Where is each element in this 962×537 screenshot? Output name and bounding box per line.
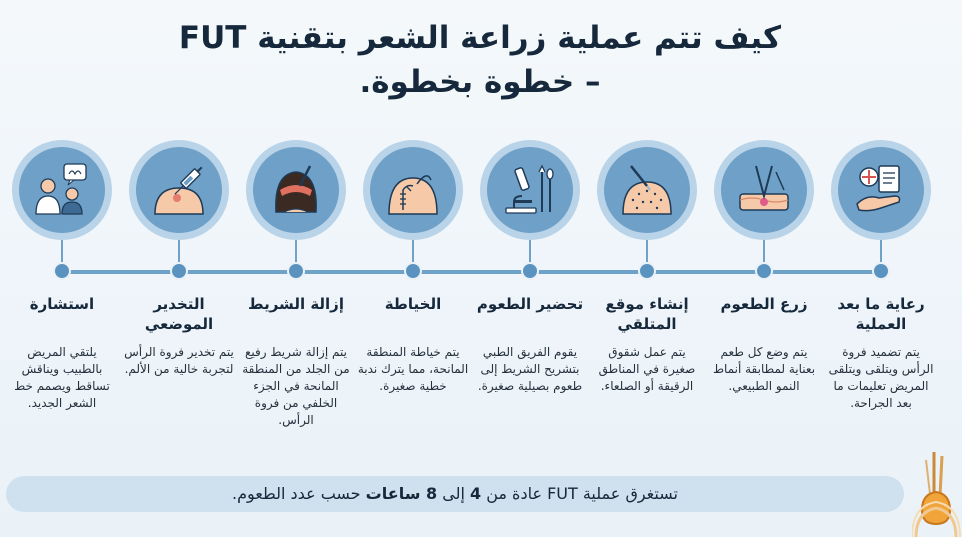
step-local-anesthesia bbox=[121, 140, 237, 460]
step-title: الخياطة bbox=[384, 295, 442, 313]
page-title-line-2: – خطوة بخطوة. bbox=[359, 64, 601, 100]
step-strip-removal bbox=[238, 140, 354, 460]
footer-prefix: تستغرق عملية FUT عادة من bbox=[486, 484, 678, 503]
step-description: يتم إزالة شريط رفيع من الجلد من المنطقة المانحة في الجزء الخلفي من فروة الرأس. bbox=[242, 345, 350, 427]
step-suturing bbox=[355, 140, 471, 460]
timeline-dot bbox=[755, 262, 773, 280]
page-title-line-1: كيف تتم عملية زراعة الشعر بتقنية FUT bbox=[178, 20, 782, 56]
step-recipient-site bbox=[589, 140, 705, 460]
page-title bbox=[120, 16, 840, 104]
step-description: يقوم الفريق الطبي بتشريح الشريط إلى طعوم بصيلية صغيرة. bbox=[477, 345, 583, 393]
strip-removal-icon bbox=[266, 160, 326, 220]
step-icon-circle bbox=[597, 140, 697, 240]
step-icon-circle bbox=[831, 140, 931, 240]
step-description: يتم عمل شقوق صغيرة في المناطق الرقيقة أو الصلعاء. bbox=[598, 345, 696, 393]
step-graft-preparation bbox=[472, 140, 588, 460]
step-icon-circle bbox=[246, 140, 346, 240]
step-description: يتم وضع كل طعم بعناية لمطابقة أنماط النمو الطبيعي. bbox=[712, 345, 816, 393]
step-consultation bbox=[4, 140, 120, 460]
footer-hours-from: 4 bbox=[469, 484, 482, 503]
step-description: يتم تخدير فروة الرأس لتجربة خالية من الألم. bbox=[124, 345, 234, 376]
step-title: إنشاء موقع المتلقي bbox=[605, 295, 689, 333]
suture-scalp-icon bbox=[383, 160, 443, 220]
step-graft-placement bbox=[706, 140, 822, 460]
step-icon-circle bbox=[363, 140, 463, 240]
step-icon-circle bbox=[129, 140, 229, 240]
footer-suffix: حسب عدد الطعوم. bbox=[232, 484, 361, 503]
duration-footer bbox=[6, 476, 904, 512]
step-title: إزالة الشريط bbox=[248, 295, 344, 313]
timeline-dot bbox=[170, 262, 188, 280]
step-title: استشارة bbox=[29, 295, 95, 313]
graft-implant-forceps-icon bbox=[734, 160, 794, 220]
step-title: التخدير الموضعي bbox=[144, 295, 214, 333]
aftercare-clipboard-hand-icon bbox=[851, 160, 911, 220]
step-icon-circle bbox=[714, 140, 814, 240]
scalp-incision-icon bbox=[617, 160, 677, 220]
timeline-dot bbox=[53, 262, 71, 280]
step-title: رعاية ما بعد العملية bbox=[837, 295, 925, 333]
timeline-dot bbox=[287, 262, 305, 280]
step-title: زرع الطعوم bbox=[720, 295, 808, 313]
syringe-scalp-icon bbox=[149, 160, 209, 220]
microscope-tools-icon bbox=[500, 160, 560, 220]
step-title: تحضير الطعوم bbox=[476, 295, 584, 313]
step-description: يتم خياطة المنطقة المانحة، مما يترك ندبة خطية صغيرة. bbox=[357, 345, 469, 393]
timeline-dot bbox=[404, 262, 422, 280]
step-description: يلتقي المريض بالطبيب ويناقش تساقط ويصمم خط الشعر الجديد. bbox=[14, 345, 110, 410]
step-aftercare bbox=[823, 140, 939, 460]
hair-follicle-decoration-icon bbox=[912, 452, 962, 537]
step-icon-circle bbox=[480, 140, 580, 240]
timeline-dot bbox=[638, 262, 656, 280]
step-icon-circle bbox=[12, 140, 112, 240]
timeline-dot bbox=[872, 262, 890, 280]
timeline-dot bbox=[521, 262, 539, 280]
consultation-doctor-icon bbox=[32, 160, 92, 220]
step-description: يتم تضميد فروة الرأس ويتلقى ويتلقى المريض تعليمات ما بعد الجراحة. bbox=[828, 345, 934, 410]
footer-mid: إلى bbox=[442, 484, 465, 503]
footer-hours-to: 8 ساعات bbox=[365, 484, 438, 503]
